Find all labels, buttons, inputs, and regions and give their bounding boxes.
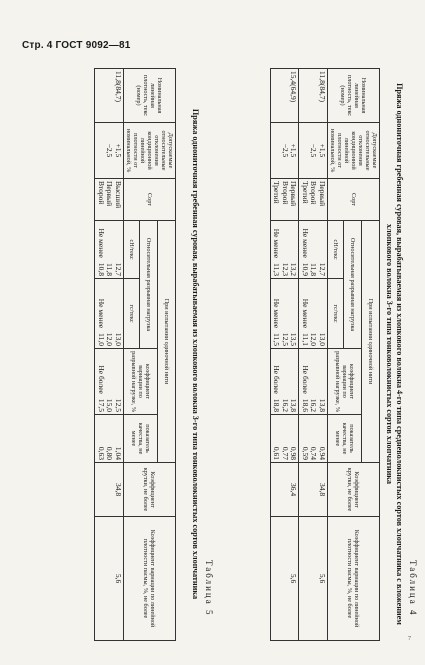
nominal-density: 11,8(84,7) <box>299 69 328 123</box>
twist-value: 34,8 <box>299 463 328 517</box>
th-cn-tex: сН/текс <box>124 221 140 279</box>
gs-tex-values: 13,5 12,5 Не менее11,5 <box>271 279 300 349</box>
density-var-value: 5,6 <box>95 517 124 641</box>
th-nominal-density: Номинальная линейная плотность, текс (номер) <box>328 69 380 123</box>
th-twist-coeff: Коэффициент крутки, не более <box>328 463 380 517</box>
th-cn-tex: сН/текс <box>328 221 344 279</box>
gs-tex-values: 13,0 12,0 Не менее11,1 <box>299 279 328 349</box>
th-relative-breaking-load: Относительная разрывная нагрузка <box>344 221 362 349</box>
grade-list: Первый Второй Третий <box>299 179 328 221</box>
table5-label: Таблица 5 <box>204 560 214 617</box>
variation-values: 12,5 15,0 Не более17,5 <box>95 349 124 415</box>
th-gs-tex: гс/текс <box>124 279 140 349</box>
deviation: +1,5 −2,5 <box>95 123 124 179</box>
cn-tex-values: 12,7 11,8 Не менее10,9 <box>299 221 328 279</box>
density-var-value: 5,6 <box>299 517 328 641</box>
table5 <box>95 68 177 641</box>
gs-tex-values: 13,0 12,0 Не менее11,0 <box>95 279 124 349</box>
th-single-thread-test: При испытании одиночной нити <box>362 221 380 463</box>
quality-values: 0,94 0,74 0,59 <box>299 415 328 463</box>
th-gs-tex: гс/текс <box>328 279 344 349</box>
th-variation-coeff: коэффициент вариации по разрывной нагрузке, % <box>328 349 362 415</box>
cn-tex-values: 12,7 11,8 Не менее10,8 <box>95 221 124 279</box>
table4-title: Пряжа однониточная гребенная суровая, вырабатываемая из хлопкового волокна 4-го типа средневолокнистых сортов хлопчатника с вложением хлопкового волокна 3-го типа тонковолокнистых сортов хлопчатника <box>385 83 404 625</box>
table-row <box>299 69 328 641</box>
page-header: Стр. 4 ГОСТ 9092—81 <box>22 40 131 51</box>
deviation: +1,5 −2,5 <box>271 123 300 179</box>
table4-label: Таблица 4 <box>408 560 418 617</box>
table-row <box>95 69 124 641</box>
th-grade: Сорт <box>124 179 176 221</box>
th-grade: Сорт <box>328 179 380 221</box>
quality-values: 1,04 0,80 0,63 <box>95 415 124 463</box>
twist-value: 34,8 <box>95 463 124 517</box>
th-allowed-deviation: Допускаемые относительные отклонения кондиционной линейной плотности от номинальной, % <box>124 123 176 179</box>
variation-values: 13,8 16,2 Не более18,6 <box>299 349 328 415</box>
nominal-density: 15,4(64,9) <box>271 69 300 123</box>
th-relative-breaking-load: Относительная разрывная нагрузка <box>140 221 158 349</box>
th-quality-index: показатель качества, не менее <box>328 415 362 463</box>
twist-value: 36,4 <box>271 463 300 517</box>
density-var-value: 5,6 <box>271 517 300 641</box>
th-density-variation: Коэффициент вариации по линейной плотности пасмы, %, не более <box>328 517 380 641</box>
variation-values: 13,8 16,2 Не более18,8 <box>271 349 300 415</box>
th-twist-coeff: Коэффициент крутки, не более <box>124 463 176 517</box>
table-row <box>271 69 300 641</box>
th-density-variation: Коэффициент вариации по линейной плотности пасмы, %, не более <box>124 517 176 641</box>
quality-values: 0,98 0,77 0,61 <box>271 415 300 463</box>
grade-list: Первый Второй Третий <box>271 179 300 221</box>
nominal-density: 11,8(84,7) <box>95 69 124 123</box>
page-mark: 7 <box>408 636 411 642</box>
rotated-page-content <box>22 60 422 640</box>
th-allowed-deviation: Допускаемые относительные отклонения кондиционной линейной плотности от номинальной, % <box>328 123 380 179</box>
table4 <box>270 68 380 641</box>
deviation: +1,5 −2,5 <box>299 123 328 179</box>
cn-tex-values: 13,2 12,3 Не менее11,3 <box>271 221 300 279</box>
th-nominal-density: Номинальная линейная плотность, текс (номер) <box>124 69 176 123</box>
th-single-thread-test: При испытании одиночной нити <box>158 221 176 463</box>
th-quality-index: показатель качества, не менее <box>124 415 158 463</box>
grade-list: Высший Первый Второй <box>95 179 124 221</box>
th-variation-coeff: коэффициент вариации по разрывной нагрузке, % <box>124 349 158 415</box>
table5-title: Пряжа однониточная гребенная суровая, вырабатываемая из хлопкового волокна 3-го типа тонковолокнистых сортов хлопчатника <box>191 108 200 600</box>
